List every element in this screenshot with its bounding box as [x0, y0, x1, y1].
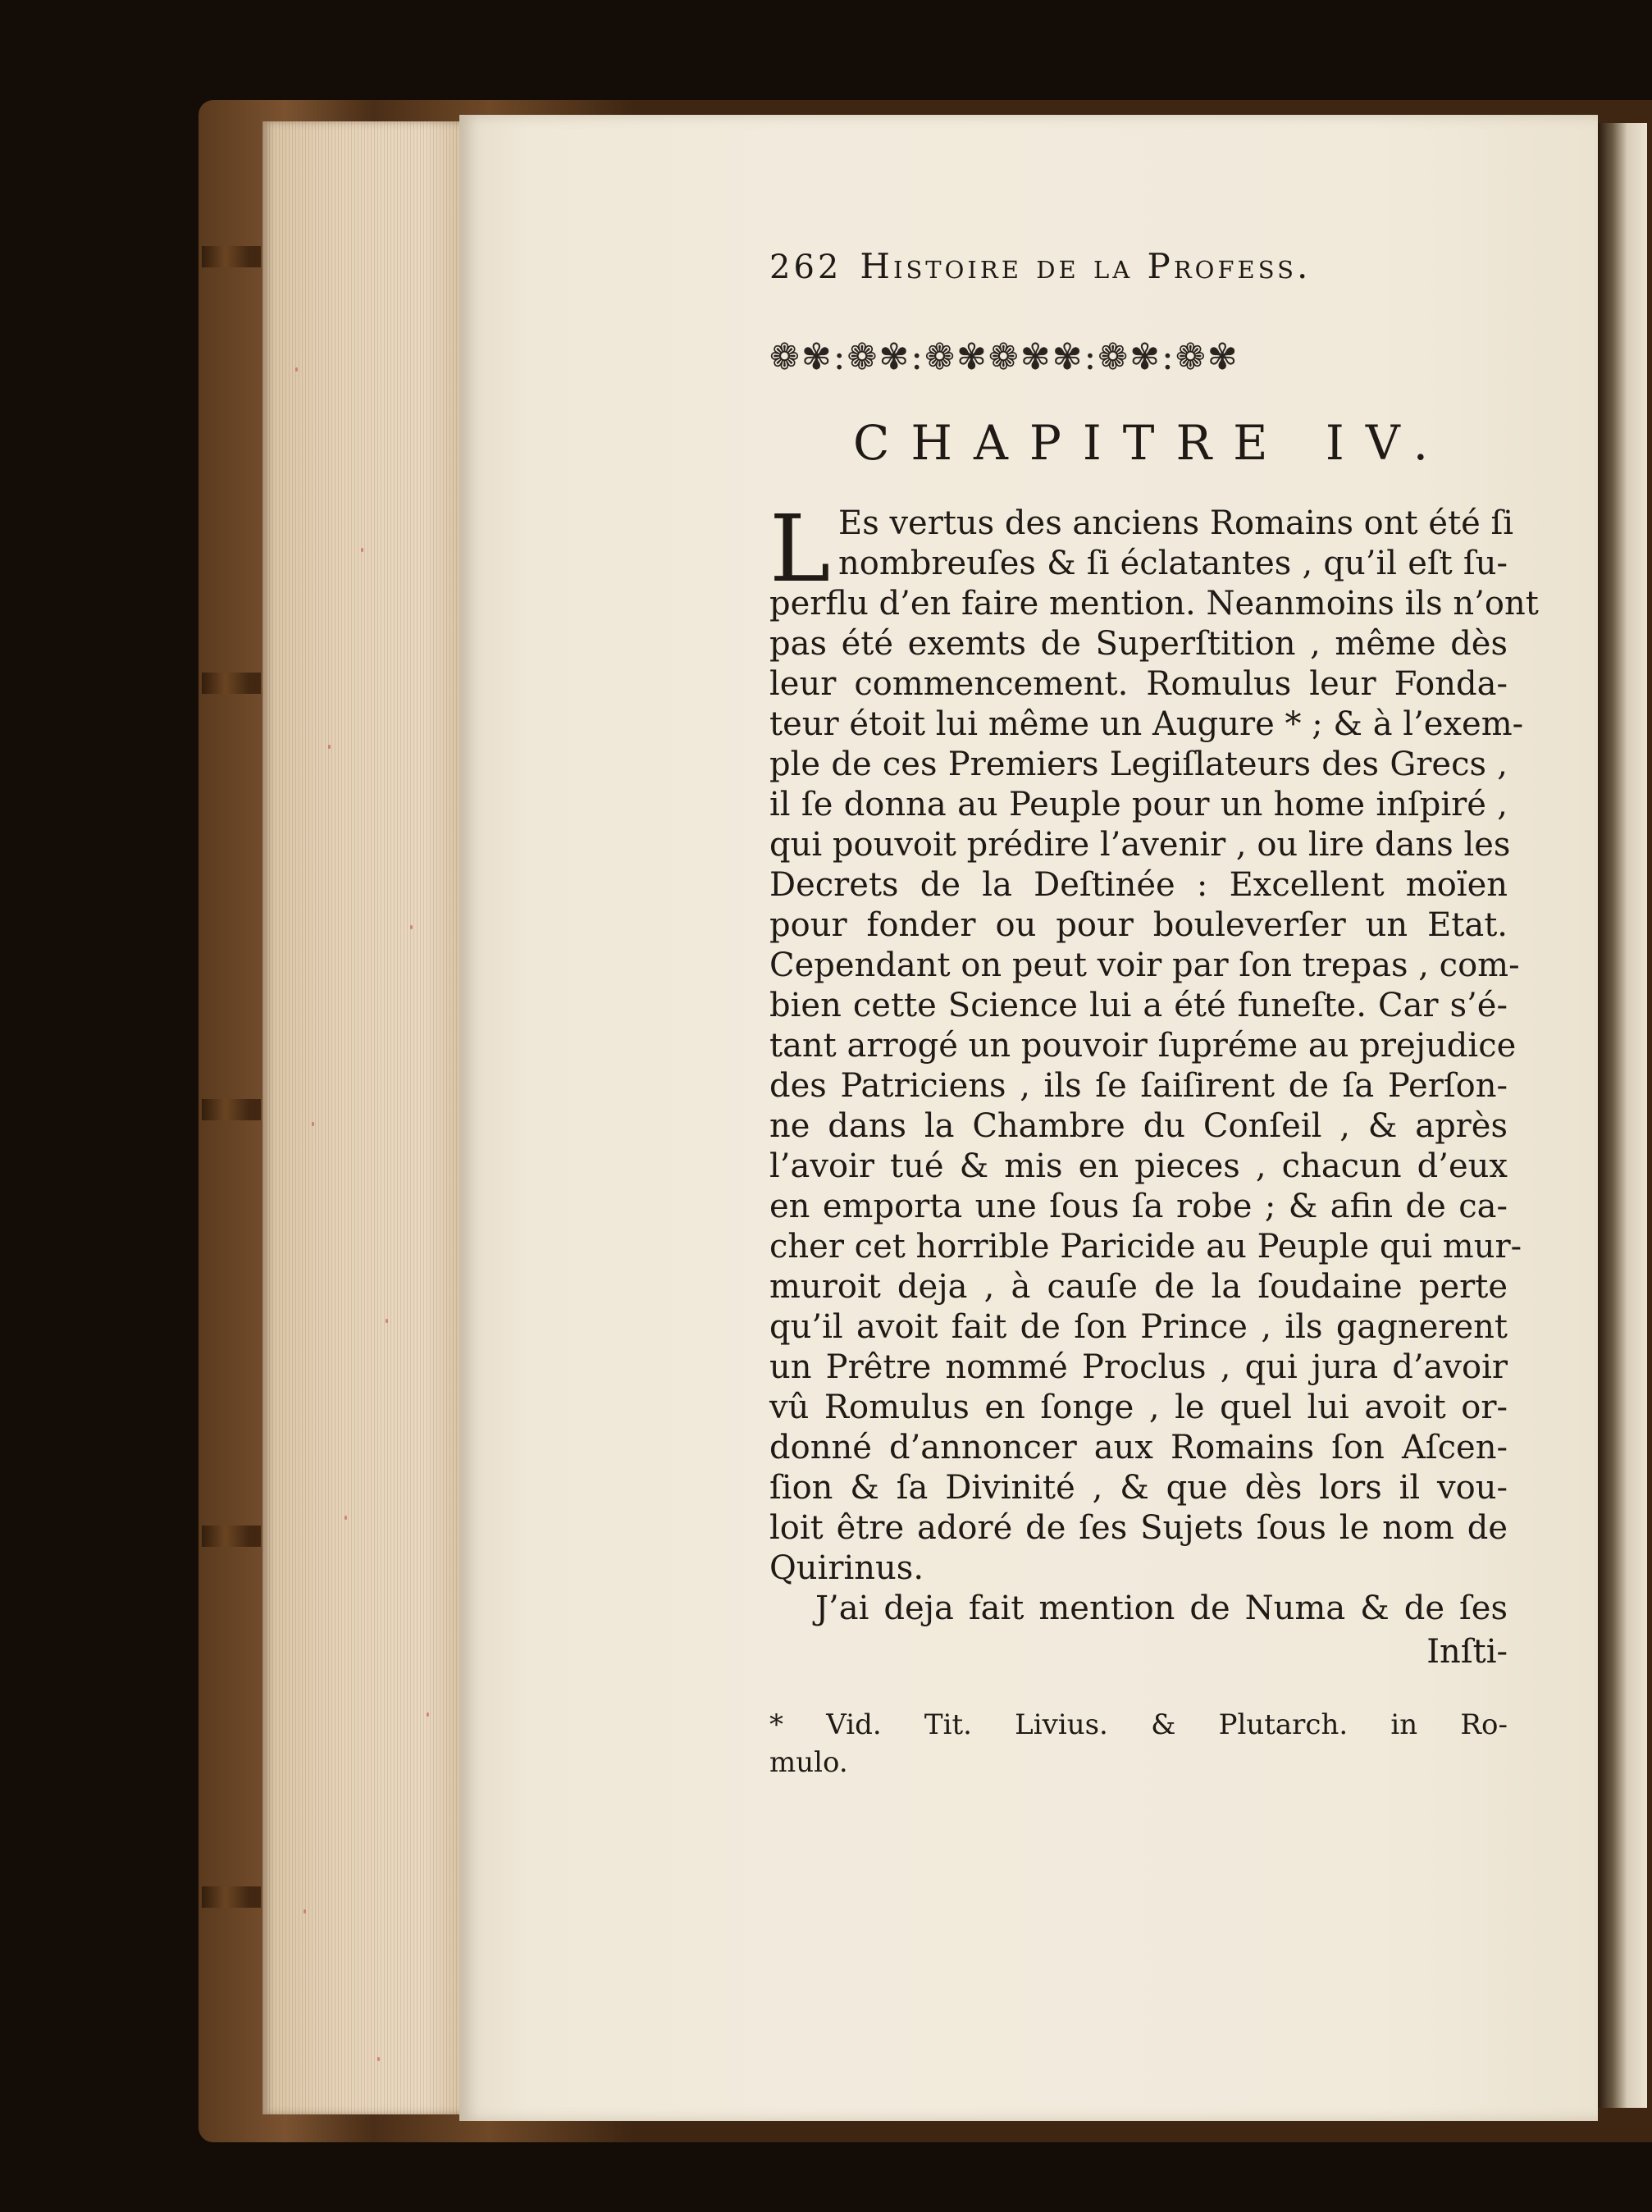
body-line: ſion & ſa Divinité , & que dès lors il vou- [769, 1469, 1508, 1507]
body-text [769, 496, 1539, 1652]
body-line: bien cette Science lui a été funeſte. Car s’é- [769, 987, 1508, 1024]
body-line: J’ai deja fait mention de Numa & de ſes [815, 1589, 1508, 1627]
ink-speck [295, 367, 298, 372]
body-line: l’avoir tué & mis en pieces , chacun d’eux [769, 1147, 1508, 1185]
body-line: pas été exemts de Superſtition , même dès [769, 625, 1508, 663]
facing-page-edge [1598, 123, 1647, 2108]
ink-speck [386, 1319, 388, 1323]
body-line: un Prêtre nommé Proclus , qui jura d’avoir [769, 1348, 1508, 1386]
body-line: vû Romulus en ſonge , le quel lui avoit or- [769, 1389, 1508, 1426]
chapter-title: CHAPITRE IV. [853, 415, 1450, 471]
body-line: Decrets de la Deſtinée : Excellent moïen [769, 866, 1508, 904]
body-line: pour fonder ou pour bouleverſer un Etat. [769, 906, 1508, 944]
body-line: qui pouvoit prédire l’avenir , ou lire dans les [769, 826, 1511, 864]
body-line: il ſe donna au Peuple pour un home inſpiré , [769, 786, 1508, 823]
running-head [769, 246, 1491, 295]
body-line: perflu d’en faire mention. Neanmoins ils n’ont [769, 585, 1539, 623]
footnote [769, 1706, 1508, 1796]
running-head-title: Histoire de la Profess. [860, 246, 1312, 286]
body-line: leur commencement. Romulus leur Fonda- [769, 665, 1508, 703]
show-through-ghost [1140, 1783, 1386, 1832]
body-line: muroit deja , à cauſe de la ſoudaine perte [769, 1268, 1508, 1306]
body-line: ne dans la Chambre du Conſeil , & après [769, 1107, 1508, 1145]
body-line: Es vertus des anciens Romains ont été ſi [838, 504, 1514, 542]
ink-speck [345, 1516, 347, 1520]
spine-band [202, 246, 261, 267]
catchword: Inſti- [1426, 1633, 1508, 1671]
spine-band [202, 673, 261, 694]
spine-band [202, 1099, 261, 1120]
spine-band [202, 1526, 261, 1547]
decorative-ornament-band: ❁✾:❁✾:❁✾❁✾✾:❁✾:❁✾ [769, 336, 1239, 378]
page-number: 262 [769, 249, 842, 286]
drop-cap-initial: L [769, 496, 831, 603]
footnote-line: * Vid. Tit. Livius. & Plutarch. in Ro- [769, 1708, 1508, 1741]
ink-speck [303, 1909, 306, 1913]
ink-speck [312, 1122, 314, 1126]
body-line: ple de ces Premiers Legiſlateurs des Grecs , [769, 746, 1508, 783]
body-line: en emporta une ſous ſa robe ; & afin de ca- [769, 1188, 1508, 1225]
ink-speck [410, 925, 413, 929]
page-edge-stack [262, 121, 468, 2114]
body-line: Quirinus. [769, 1549, 924, 1587]
body-line: qu’il avoit fait de ſon Prince , ils gagnerent [769, 1308, 1508, 1346]
body-line: Cependant on peut voir par ſon trepas , com- [769, 946, 1520, 984]
ink-speck [377, 2057, 380, 2061]
footnote-line: mulo. [769, 1746, 848, 1779]
body-line: tant arrogé un pouvoir ſupréme au prejudice [769, 1027, 1517, 1065]
ink-speck [427, 1713, 429, 1717]
body-line: cher cet horrible Paricide au Peuple qui mur- [769, 1228, 1522, 1266]
body-line: nombreuſes & ſi éclatantes , qu’il eſt ſu- [838, 545, 1508, 582]
body-line: teur étoit lui même un Augure * ; & à l’exem- [769, 705, 1524, 743]
ink-speck [361, 548, 363, 552]
body-line: des Patriciens , ils ſe ſaiſirent de ſa Perſon- [769, 1067, 1508, 1105]
spine-band [202, 1886, 261, 1908]
body-line: loit être adoré de ſes Sujets ſous le nom de [769, 1509, 1508, 1547]
body-line: donné d’annoncer aux Romains ſon Aſcen- [769, 1429, 1508, 1466]
ink-speck [328, 745, 331, 749]
